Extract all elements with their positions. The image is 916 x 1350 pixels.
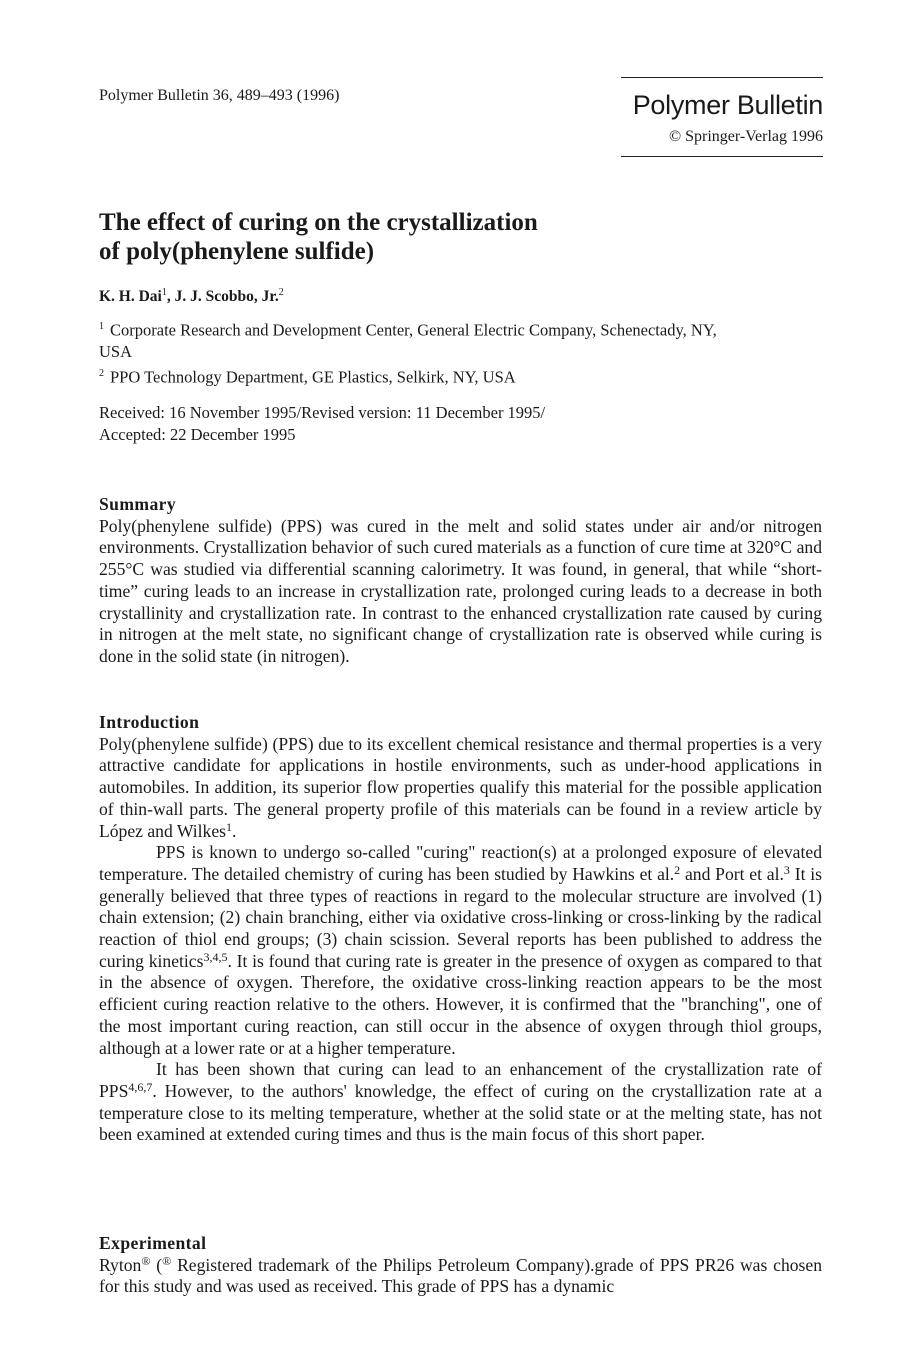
summary-heading: Summary xyxy=(99,494,177,514)
reference-marker: 3,4,5 xyxy=(203,949,228,964)
title-line-2: of poly(phenylene sulfide) xyxy=(99,238,375,265)
masthead-top-rule xyxy=(621,77,823,78)
title-line-1: The effect of curing on the crystallization xyxy=(99,209,538,236)
experimental-heading: Experimental xyxy=(99,1233,207,1253)
summary-section xyxy=(99,494,822,668)
registered-mark: ® xyxy=(141,1253,151,1268)
accepted-line: Accepted: 22 December 1995 xyxy=(99,424,296,444)
affiliations xyxy=(99,316,739,388)
affiliation-1 xyxy=(99,316,739,363)
affiliation-1-mark: 1 xyxy=(99,321,104,332)
author-2-affil-mark: 2 xyxy=(278,287,284,298)
affiliation-2-mark: 2 xyxy=(99,367,104,379)
introduction-section xyxy=(99,712,822,1146)
author-1-affil-mark: 1 xyxy=(161,287,167,298)
author-separator: , xyxy=(166,288,175,306)
registered-mark: ® xyxy=(162,1253,172,1268)
author-1: K. H. Dai xyxy=(99,288,162,306)
paper-title xyxy=(99,208,699,266)
copyright-notice: © Springer-Verlag 1996 xyxy=(668,128,823,145)
intro-paragraph-2: PPS is known to undergo so-called "curing" reaction(s) at a prolonged exposure of elevated temperature. The detailed chemistry of curing has been studied by Hawkins et al.$^2$ and Port et al.$^3$ It is generally believed that three types of reactions in regard to the molecular structure are involved (1) chain extension; (2) chain branching, either via oxidative cross-linking or cross-linking by the radical reaction of thiol end groups; (3) chain scission. Several reports has been published to address the curing kinetics$^{3,4,5}$. It is found that curing rate is greater in the presence of oxygen as compared to that in the absence of oxygen. Therefore, the oxidative cross-linking reaction appears to be the most efficient curing reaction relative to the others. However, it is confirmed that the "branching", one of the most important curing reaction, can still occur in the absence of oxygen through thiol groups, although at a lower rate or at a higher temperature. xyxy=(99,842,823,1058)
affiliation-2-text: PPO Technology Department, GE Plastics, Selkirk, NY, USA xyxy=(110,367,516,386)
intro-paragraph-3: It has been shown that curing can lead to an enhancement of the crystallization rate of PPS$^{4,6,7}$. However, to the authors' knowledge, the effect of curing on the crystallization rate at a temperature close to its melting temperature, whether at the solid state or at the melting state, has not been examined at extended curing times and thus is the main focus of this short paper. xyxy=(99,1059,822,1145)
journal-citation: Polymer Bulletin 36, 489–493 (1996) xyxy=(99,87,340,104)
affiliation-1-text: Corporate Research and Development Center, General Electric Company, Schenectady, NY, USA xyxy=(99,320,717,361)
intro-paragraph-1: Poly(phenylene sulfide) (PPS) due to its excellent chemical resistance and thermal properties is a very attractive candidate for applications in hostile environments, such as under-hood applications in automobiles. In addition, its superior flow properties qualify this material for the possible application of thin-wall parts. The general property profile of this materials can be found in a review article by López and Wilkes$^1$. xyxy=(99,733,822,841)
journal-masthead xyxy=(621,77,823,157)
reference-marker: 4,6,7 xyxy=(128,1079,153,1094)
experimental-paragraph: Ryton® (® Registered trademark of the Philips Petroleum Company).grade of PPS PR26 was chosen for this study and was used as received. This grade of PPS has a dynamic xyxy=(99,1253,822,1297)
masthead-bottom-rule xyxy=(621,156,823,157)
received-revised-line: Received: 16 November 1995/Revised version: 11 December 1995/ xyxy=(99,403,546,422)
experimental-section xyxy=(99,1233,822,1298)
journal-name: Polymer Bulletin xyxy=(632,90,823,120)
introduction-heading: Introduction xyxy=(99,712,200,732)
author-list xyxy=(99,287,284,306)
reference-marker: 1 xyxy=(225,819,232,834)
affiliation-2 xyxy=(99,363,739,388)
author-2: J. J. Scobbo, Jr. xyxy=(174,288,279,306)
summary-text: Poly(phenylene sulfide) (PPS) was cured in the melt and solid states under air and/or nitrogen environments. Crystallization behavior of such cured materials as a function of cure time at 320°C and 255°C was studied via differential scanning calorimetry. It was found, in general, that while “short-time” curing leads to an increase in crystallization rate, prolonged curing leads to a decrease in both crystallinity and crystallization rate. In contrast to the enhanced crystallization rate caused by curing in nitrogen at the melt state, no significant change of crystallization rate is observed while curing is done in the solid state (in nitrogen). xyxy=(99,515,822,666)
submission-dates xyxy=(99,402,739,445)
reference-marker: 2 xyxy=(674,862,681,877)
reference-marker: 3 xyxy=(783,862,790,877)
